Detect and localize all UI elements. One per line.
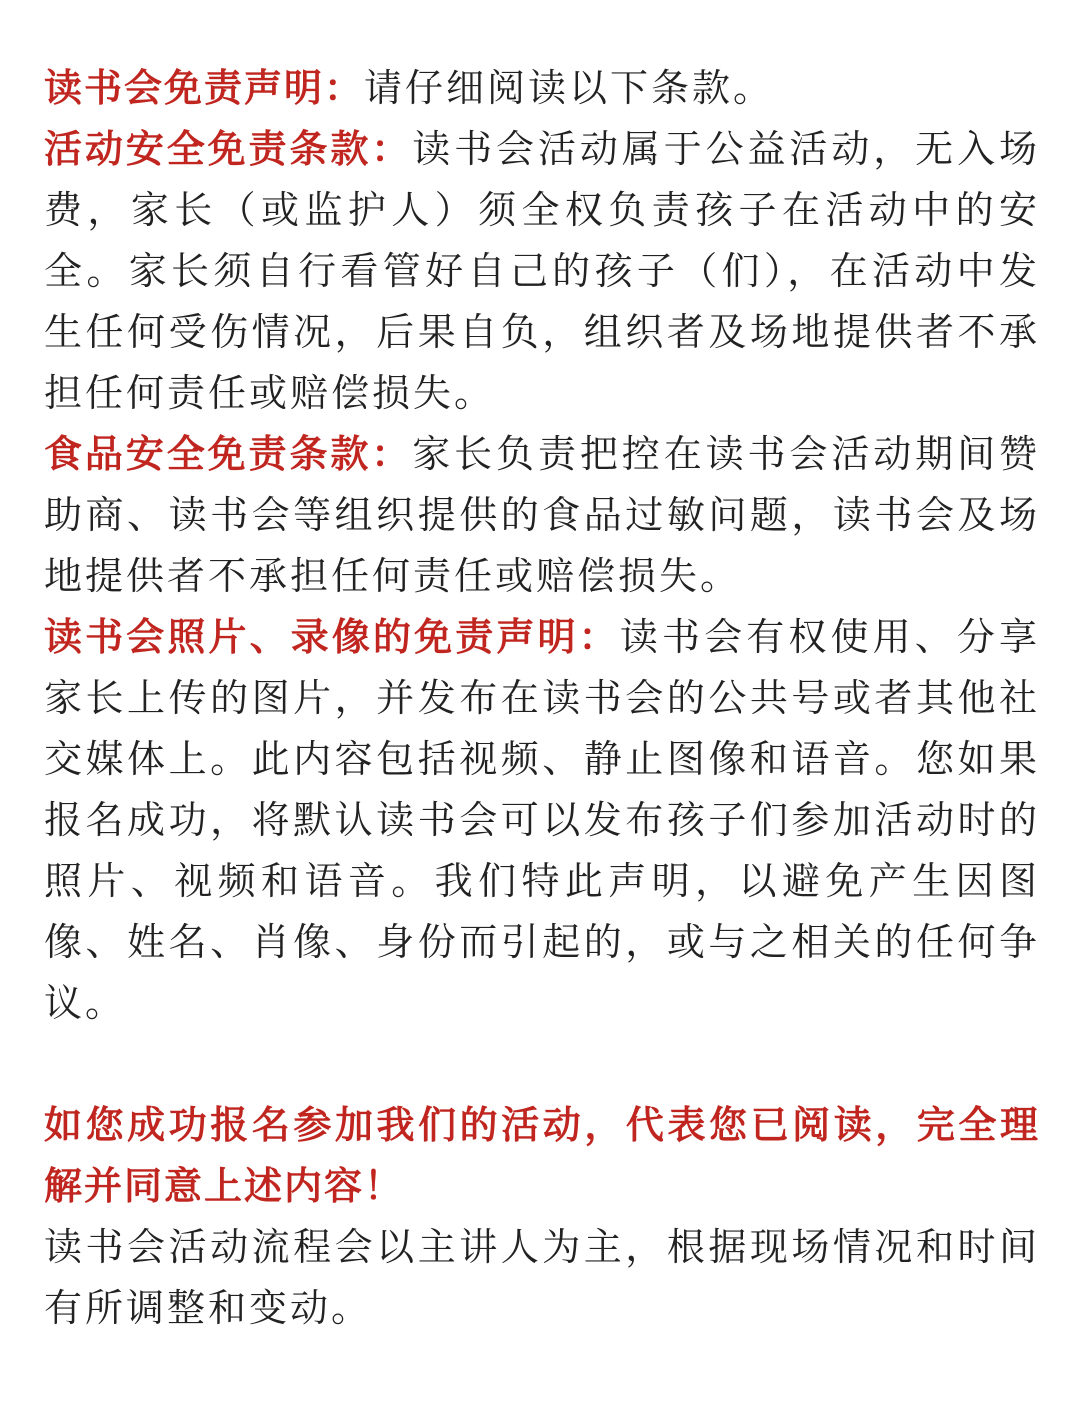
section-spacer [44, 1034, 1040, 1095]
activity-safety-text: 读书会活动属于公益活动，无入场费，家长（或监护人）须全权负责孩子在活动中的安全。家长须自行看管好自己的孩子（们），在活动中发生任何受伤情况，后果自负，组织者及场地提供者不承担任何责任或赔偿损失。 [44, 127, 1040, 415]
food-safety-label: 食品安全免责条款： [44, 432, 413, 476]
agreement-notice: 如您成功报名参加我们的活动，代表您已阅读，完全理解并同意上述内容！ [44, 1103, 1040, 1208]
disclaimer-intro [44, 58, 1040, 119]
disclaimer-title: 读书会免责声明： [44, 66, 365, 110]
activity-safety-label: 活动安全免责条款： [44, 127, 413, 171]
food-safety-text: 家长负责把控在读书会活动期间赞助商、读书会等组织提供的食品过敏问题，读书会及场地提供者不承担任何责任或赔偿损失。 [44, 432, 1040, 598]
media-disclaimer-label: 读书会照片、录像的免责声明： [44, 615, 620, 659]
activity-safety-clause [44, 119, 1040, 424]
media-disclaimer-text: 读书会有权使用、分享家长上传的图片，并发布在读书会的公共号或者其他社交媒体上。此内容包括视频、静止图像和语音。您如果报名成功，将默认读书会可以发布孩子们参加活动时的照片、视频和语音。我们特此声明，以避免产生因图像、姓名、肖像、身份而引起的，或与之相关的任何争议。 [44, 615, 1040, 1025]
disclaimer-intro-text: 请仔细阅读以下条款。 [364, 66, 775, 110]
food-safety-clause [44, 424, 1040, 607]
media-disclaimer-clause [44, 607, 1040, 1034]
disclaimer-document [44, 58, 1040, 1339]
schedule-note: 读书会活动流程会以主讲人为主，根据现场情况和时间有所调整和变动。 [44, 1225, 1040, 1330]
